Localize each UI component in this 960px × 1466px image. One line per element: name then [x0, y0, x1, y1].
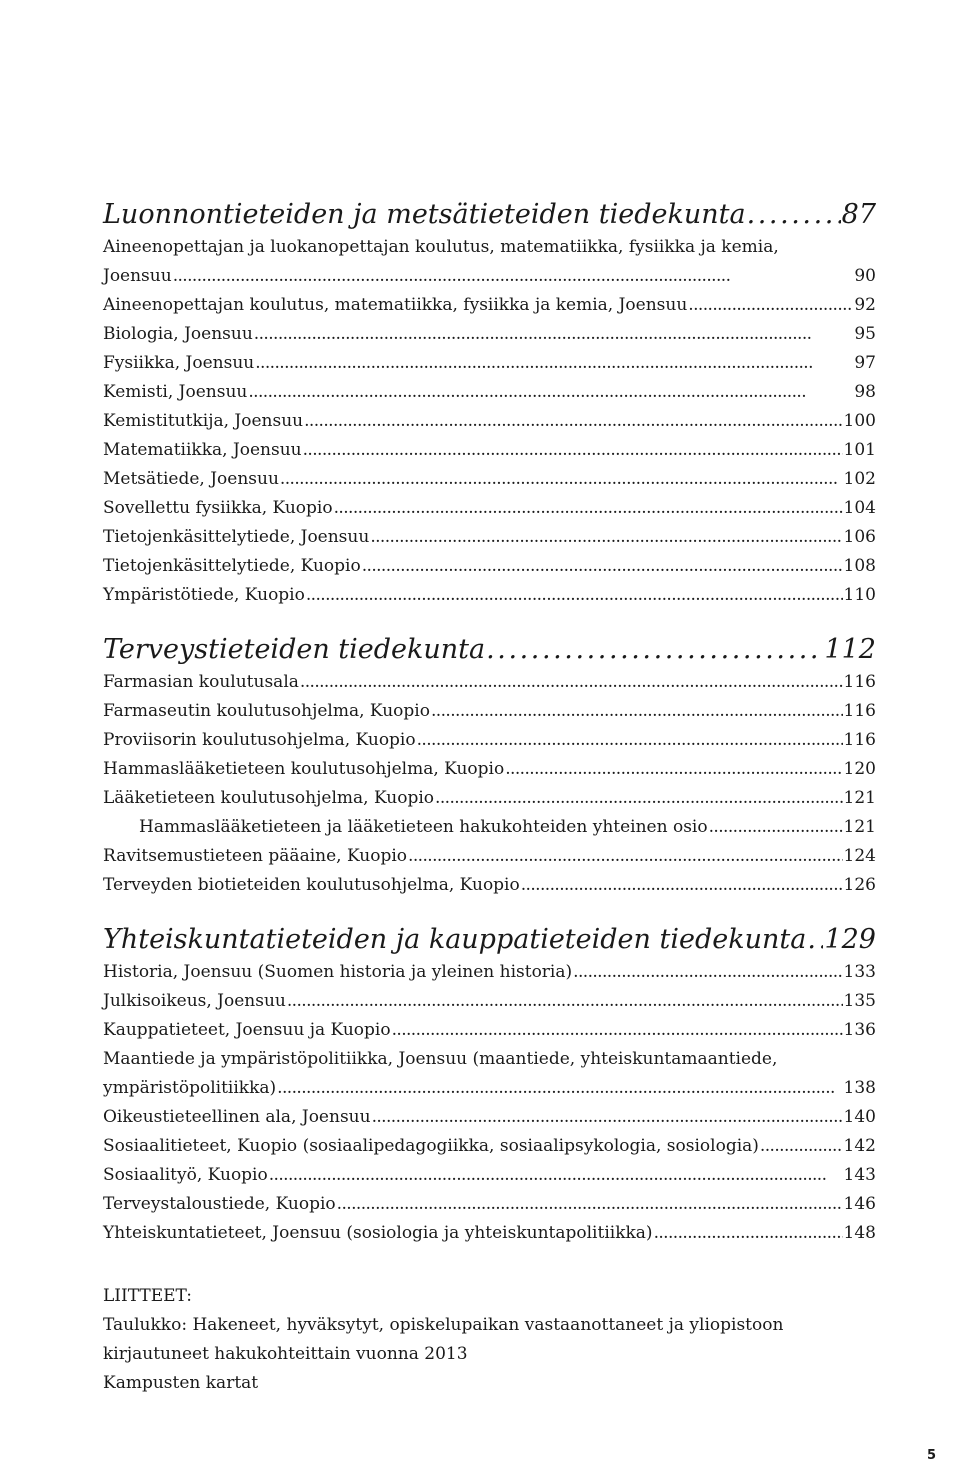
entry-page-number: 126: [843, 875, 876, 895]
entry-page-number: 143: [843, 1165, 876, 1185]
section-heading: [103, 197, 876, 233]
section-page-number: 87: [841, 199, 876, 230]
entry-title: Farmaseutin koulutusohjelma, Kuopio: [103, 701, 430, 721]
toc-entry: [103, 958, 876, 987]
dot-leader: [370, 523, 842, 552]
appendix-heading: LIITTEET:: [103, 1286, 192, 1306]
entry-title: Terveyden biotieteiden koulutusohjelma, Kuopio: [103, 875, 520, 895]
entry-page-number: 142: [843, 1136, 876, 1156]
entry-page-number: 97: [854, 353, 876, 373]
section-heading: [103, 922, 876, 958]
entry-title: Ravitsemustieteen pääaine, Kuopio: [103, 846, 408, 866]
dot-leader: [277, 1074, 842, 1103]
dot-leader: [303, 436, 843, 465]
toc-entry: [103, 1074, 876, 1103]
toc-entry: [103, 813, 876, 842]
toc-entry: [103, 494, 876, 523]
entry-page-number: 140: [843, 1107, 876, 1127]
toc-entry: [103, 1190, 876, 1219]
toc-entry: [103, 784, 876, 813]
entry-title: Hammaslääketieteen koulutusohjelma, Kuopio: [103, 759, 505, 779]
entry-page-number: 104: [843, 498, 876, 518]
entry-title: Metsätiede, Joensuu: [103, 469, 279, 489]
entry-page-number: 136: [843, 1020, 876, 1040]
toc-entry: [103, 1219, 876, 1248]
appendix-line: Taulukko: Hakeneet, hyväksytyt, opiskelupaikan vastaanottaneet ja yliopistoon: [103, 1315, 784, 1335]
dot-leader: [486, 632, 823, 668]
dot-leader: [334, 494, 843, 523]
dot-leader: [521, 871, 843, 900]
toc-entry: [103, 407, 876, 436]
entry-page-number: 116: [843, 701, 876, 721]
dot-leader: [269, 1161, 843, 1190]
dot-leader: [287, 987, 843, 1016]
entry-page-number: 90: [854, 266, 876, 286]
entry-page-number: 102: [843, 469, 876, 489]
entry-title: Terveystaloustiede, Kuopio: [103, 1194, 336, 1214]
dot-leader: [807, 922, 823, 958]
appendix-block: [103, 1282, 876, 1398]
entry-title: Matematiikka, Joensuu: [103, 440, 302, 460]
entry-page-number: 138: [843, 1078, 876, 1098]
toc-entry: [103, 755, 876, 784]
table-of-contents: [103, 197, 876, 1398]
dot-leader: [573, 958, 842, 987]
dot-leader: [255, 349, 853, 378]
dot-leader: [300, 668, 843, 697]
entry-title: Fysiikka, Joensuu: [103, 353, 255, 373]
toc-entry: [103, 1016, 876, 1045]
entry-title: Historia, Joensuu (Suomen historia ja yleinen historia): [103, 962, 573, 982]
entry-page-number: 148: [843, 1223, 876, 1243]
entry-title: ympäristöpolitiikka): [103, 1078, 277, 1098]
dot-leader: [304, 407, 842, 436]
entry-title: Lääketieteen koulutusohjelma, Kuopio: [103, 788, 435, 808]
dot-leader: [280, 465, 843, 494]
entry-title: Kemistitutkija, Joensuu: [103, 411, 304, 431]
toc-entry-line: Maantiede ja ympäristöpolitiikka, Joensuu (maantiede, yhteiskuntamaantiede,: [103, 1049, 778, 1069]
toc-entry: [103, 349, 876, 378]
toc-entry: [103, 1103, 876, 1132]
entry-page-number: 120: [843, 759, 876, 779]
section-title: Luonnontieteiden ja metsätieteiden tiedekunta: [103, 199, 746, 230]
entry-page-number: 95: [854, 324, 876, 344]
dot-leader: [248, 378, 853, 407]
toc-entry: [103, 871, 876, 900]
toc-entry: [103, 262, 876, 291]
entry-title: Julkisoikeus, Joensuu: [103, 991, 286, 1011]
entry-page-number: 101: [843, 440, 876, 460]
entry-title: Biologia, Joensuu: [103, 324, 253, 344]
entry-page-number: 133: [843, 962, 876, 982]
entry-page-number: 116: [843, 730, 876, 750]
toc-entry: [103, 1161, 876, 1190]
page-number: 5: [926, 1448, 936, 1463]
toc-entry: [103, 291, 876, 320]
entry-page-number: 106: [843, 527, 876, 547]
toc-entry: [103, 987, 876, 1016]
toc-entry: [103, 552, 876, 581]
toc-entry: [103, 523, 876, 552]
dot-leader: [408, 842, 843, 871]
dot-leader: [709, 813, 843, 842]
entry-page-number: 108: [843, 556, 876, 576]
toc-entry: [103, 465, 876, 494]
dot-leader: [505, 755, 842, 784]
entry-page-number: 124: [843, 846, 876, 866]
dot-leader: [760, 1132, 843, 1161]
toc-entry: [103, 697, 876, 726]
entry-title: Sovellettu fysiikka, Kuopio: [103, 498, 333, 518]
dot-leader: [654, 1219, 843, 1248]
entry-page-number: 92: [854, 295, 876, 315]
dot-leader: [747, 197, 841, 233]
dot-leader: [688, 291, 853, 320]
entry-page-number: 110: [843, 585, 876, 605]
section-page-number: 129: [824, 924, 876, 955]
dot-leader: [173, 262, 854, 291]
toc-entry: [103, 320, 876, 349]
entry-title: Ympäristötiede, Kuopio: [103, 585, 305, 605]
entry-title: Kemisti, Joensuu: [103, 382, 248, 402]
section-title: Yhteiskuntatieteiden ja kauppatieteiden tiedekunta: [103, 924, 807, 955]
dot-leader: [372, 1103, 843, 1132]
entry-title: Proviisorin koulutusohjelma, Kuopio: [103, 730, 416, 750]
toc-entry: [103, 436, 876, 465]
dot-leader: [254, 320, 854, 349]
entry-title: Farmasian koulutusala: [103, 672, 299, 692]
section-title: Terveystieteiden tiedekunta: [103, 634, 486, 665]
entry-page-number: 98: [854, 382, 876, 402]
toc-entry: [103, 581, 876, 610]
entry-title: Tietojenkäsittelytiede, Joensuu: [103, 527, 370, 547]
entry-title: Kauppatieteet, Joensuu ja Kuopio: [103, 1020, 391, 1040]
dot-leader: [435, 784, 843, 813]
entry-title: Sosiaalitieteet, Kuopio (sosiaalipedagogiikka, sosiaalipsykologia, sosiologia): [103, 1136, 759, 1156]
dot-leader: [431, 697, 843, 726]
entry-page-number: 121: [843, 817, 876, 837]
toc-entry: [103, 842, 876, 871]
entry-page-number: 146: [843, 1194, 876, 1214]
entry-page-number: 100: [843, 411, 876, 431]
entry-title: Tietojenkäsittelytiede, Kuopio: [103, 556, 361, 576]
dot-leader: [337, 1190, 843, 1219]
dot-leader: [306, 581, 843, 610]
toc-entry: [103, 668, 876, 697]
entry-title: Hammaslääketieteen ja lääketieteen hakukohteiden yhteinen osio: [139, 817, 708, 837]
entry-title: Joensuu: [103, 266, 172, 286]
toc-entry-line: Aineenopettajan ja luokanopettajan koulutus, matematiikka, fysiikka ja kemia,: [103, 237, 779, 257]
section-page-number: 112: [824, 634, 876, 665]
dot-leader: [362, 552, 843, 581]
entry-page-number: 121: [843, 788, 876, 808]
entry-title: Oikeustieteellinen ala, Joensuu: [103, 1107, 371, 1127]
section-heading: [103, 632, 876, 668]
appendix-line: Kampusten kartat: [103, 1373, 259, 1393]
entry-title: Aineenopettajan koulutus, matematiikka, fysiikka ja kemia, Joensuu: [103, 295, 688, 315]
dot-leader: [392, 1016, 843, 1045]
toc-entry: [103, 378, 876, 407]
toc-entry: [103, 726, 876, 755]
appendix-line: kirjautuneet hakukohteittain vuonna 2013: [103, 1344, 468, 1364]
entry-page-number: 135: [843, 991, 876, 1011]
dot-leader: [417, 726, 843, 755]
entry-page-number: 116: [843, 672, 876, 692]
entry-title: Yhteiskuntatieteet, Joensuu (sosiologia ja yhteiskuntapolitiikka): [103, 1223, 653, 1243]
entry-title: Sosiaalityö, Kuopio: [103, 1165, 268, 1185]
toc-entry: [103, 1132, 876, 1161]
